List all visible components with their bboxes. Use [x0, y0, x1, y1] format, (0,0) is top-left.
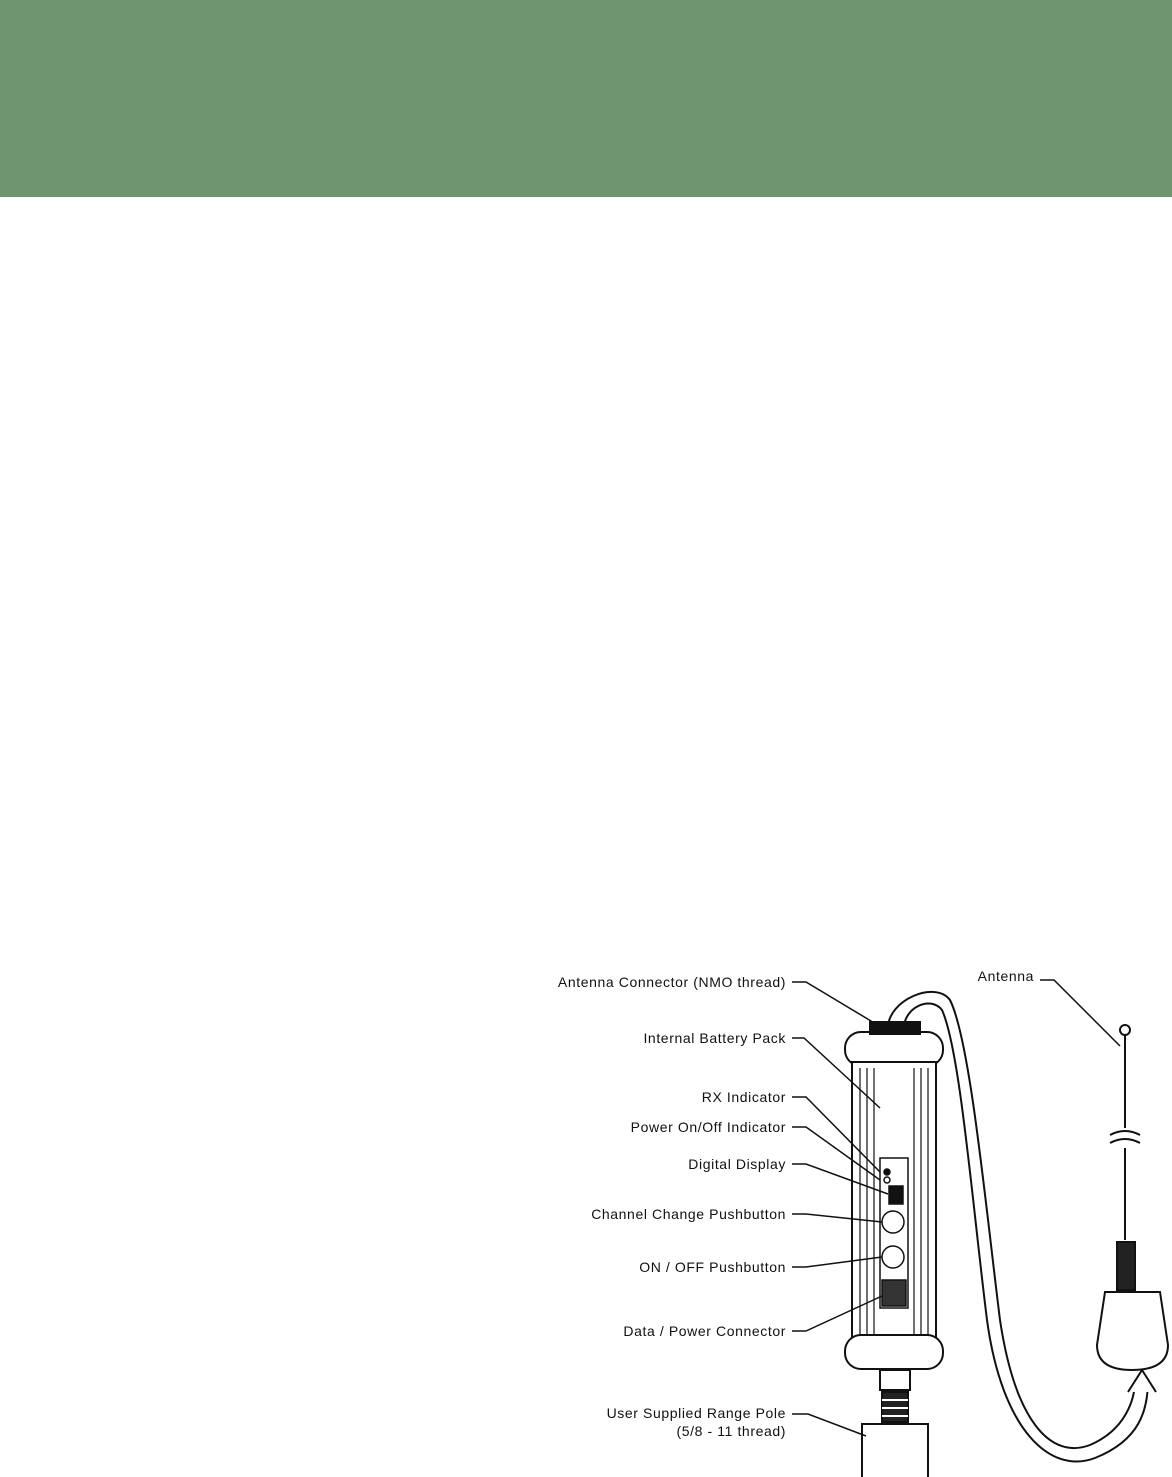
label-range-pole-line1: User Supplied Range Pole	[606, 1405, 786, 1421]
leader-lines	[792, 980, 1120, 1436]
label-on-off-pushbutton: ON / OFF Pushbutton	[639, 1259, 786, 1275]
data-connector-icon	[882, 1280, 906, 1306]
control-panel	[880, 1158, 908, 1308]
range-pole	[862, 1370, 928, 1477]
on-off-button-icon	[882, 1246, 904, 1268]
label-antenna-connector: Antenna Connector (NMO thread)	[557, 974, 786, 990]
digital-display-icon	[889, 1186, 903, 1204]
channel-button-icon	[882, 1211, 904, 1233]
label-antenna: Antenna	[977, 968, 1034, 984]
power-indicator-icon	[884, 1177, 890, 1183]
rx-indicator-icon	[884, 1169, 890, 1175]
antenna	[1097, 1025, 1168, 1370]
label-data-power-connector: Data / Power Connector	[623, 1323, 786, 1339]
label-internal-battery-pack: Internal Battery Pack	[643, 1030, 786, 1046]
label-power-indicator: Power On/Off Indicator	[630, 1119, 786, 1135]
label-channel-change: Channel Change Pushbutton	[591, 1206, 786, 1222]
label-digital-display: Digital Display	[688, 1156, 786, 1172]
label-range-pole-line2: (5/8 - 11 thread)	[676, 1423, 786, 1439]
label-rx-indicator: RX Indicator	[701, 1089, 786, 1105]
